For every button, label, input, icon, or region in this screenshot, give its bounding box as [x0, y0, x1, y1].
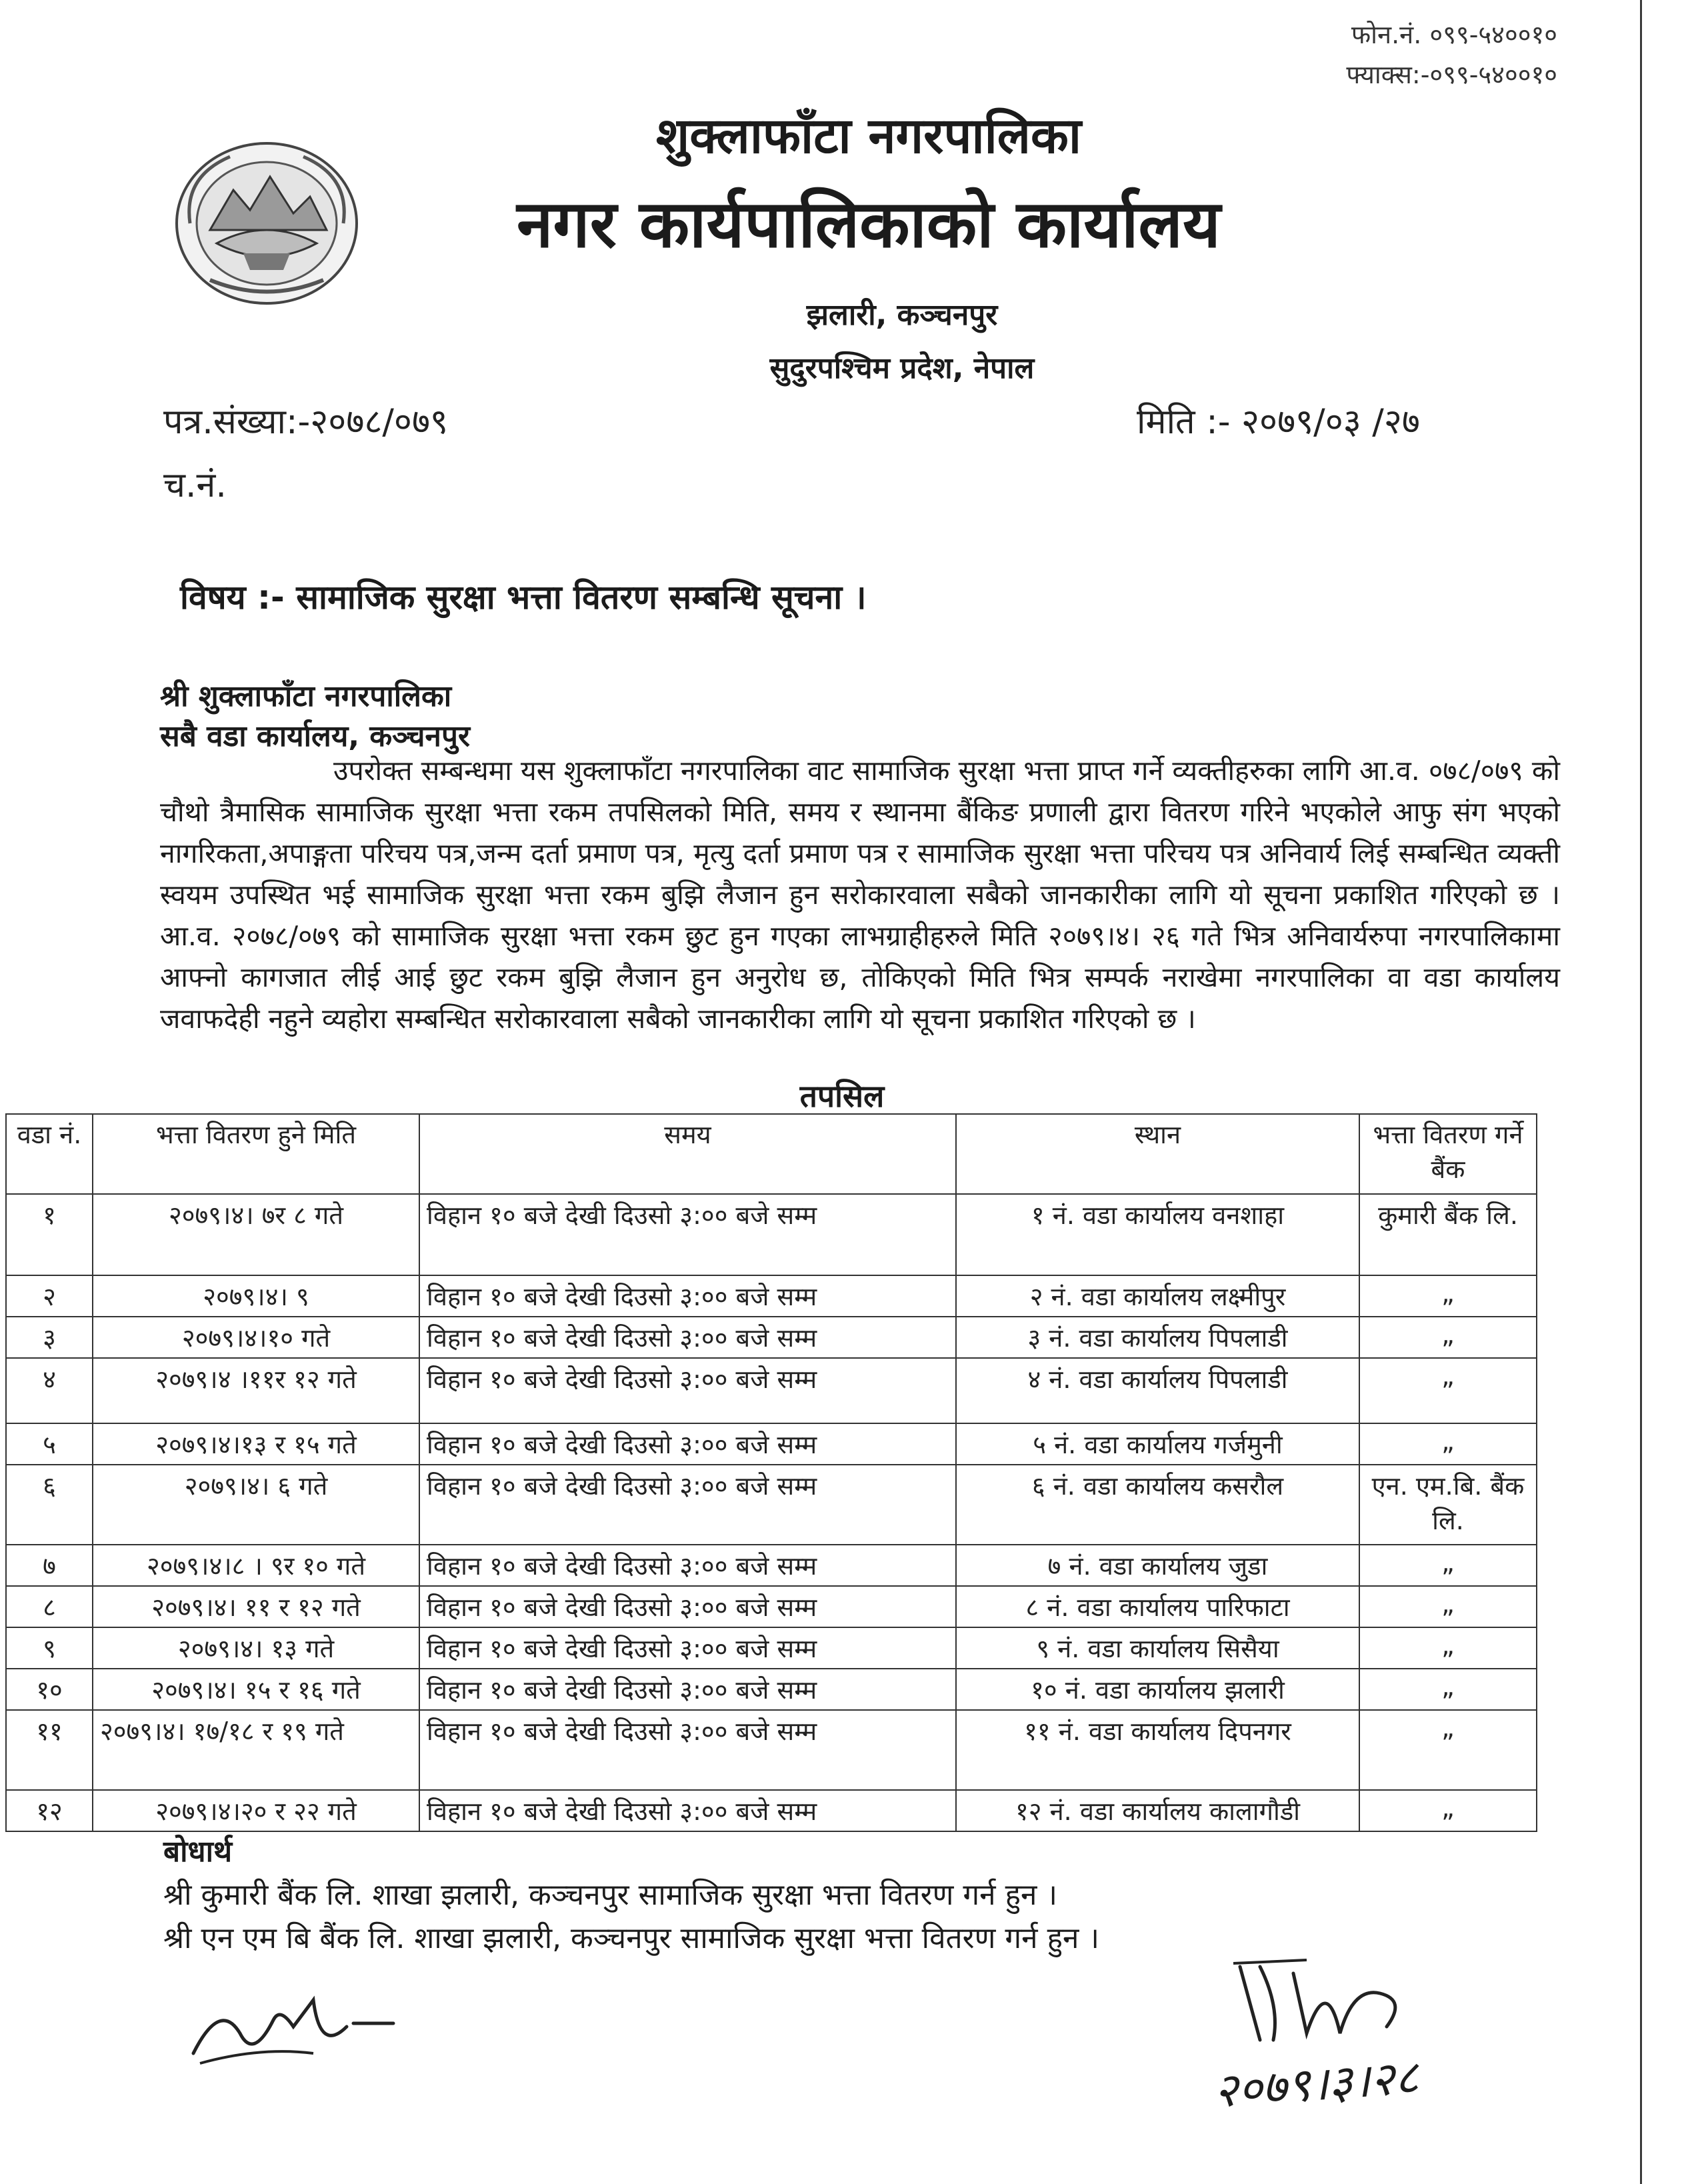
cell-time: विहान १० बजे देखी दिउसो ३:०० बजे सम्म [419, 1627, 956, 1669]
cell-date: २०७९।४।८ । ९र १० गते [93, 1545, 419, 1586]
dispatch-number: च.नं. [163, 465, 227, 505]
signature-date: २०७९।३।२८ [1211, 2049, 1421, 2119]
cell-time: विहान १० बजे देखी दिउसो ३:०० बजे सम्म [419, 1194, 956, 1275]
cell-ward: ३ [6, 1317, 93, 1358]
right-signature [1227, 1947, 1427, 2053]
cell-place: १२ नं. वडा कार्यालय कालागौडी [956, 1790, 1359, 1831]
table-row [6, 1275, 1537, 1317]
table-row [6, 1465, 1537, 1545]
fax-number: फ्याक्स:-०९९-५४००१० [1346, 60, 1557, 89]
cell-date: २०७९।४।१३ र १५ गते [93, 1423, 419, 1465]
cell-ward: २ [6, 1275, 93, 1317]
left-signature [180, 1973, 400, 2073]
cell-ward: ४ [6, 1358, 93, 1423]
cell-ward: ५ [6, 1423, 93, 1465]
cell-time: विहान १० बजे देखी दिउसो ३:०० बजे सम्म [419, 1669, 956, 1710]
office-name: नगर कार्यपालिकाको कार्यालय [517, 187, 1221, 263]
cc-line-2: श्री एन एम बि बैंक लि. शाखा झलारी, कञ्चनपुर सामाजिक सुरक्षा भत्ता वितरण गर्न हुन । [163, 1921, 1100, 1955]
cell-time: विहान १० बजे देखी दिउसो ३:०० बजे सम्म [419, 1710, 956, 1790]
cell-bank: „ [1359, 1627, 1537, 1669]
cell-place: ३ नं. वडा कार्यालय पिपलाडी [956, 1317, 1359, 1358]
schedule-title: तपसिल [799, 1078, 885, 1114]
cell-bank: „ [1359, 1790, 1537, 1831]
cell-bank: „ [1359, 1423, 1537, 1465]
table-row [6, 1358, 1537, 1423]
cell-time: विहान १० बजे देखी दिउसो ३:०० बजे सम्म [419, 1275, 956, 1317]
cc-label: बोधार्थ [163, 1835, 233, 1869]
table-row [6, 1317, 1537, 1358]
cell-ward: १० [6, 1669, 93, 1710]
cell-ward: १ [6, 1194, 93, 1275]
cell-time: विहान १० बजे देखी दिउसो ३:०० बजे सम्म [419, 1586, 956, 1627]
cell-place: ६ नं. वडा कार्यालय कसरौल [956, 1465, 1359, 1545]
cell-place: २ नं. वडा कार्यालय लक्ष्मीपुर [956, 1275, 1359, 1317]
schedule-table [5, 1113, 1537, 1832]
cell-time: विहान १० बजे देखी दिउसो ३:०० बजे सम्म [419, 1423, 956, 1465]
cell-ward: ९ [6, 1627, 93, 1669]
cell-date: २०७९।४।१० गते [93, 1317, 419, 1358]
cell-date: २०७९।४। १७/१८ र १९ गते [93, 1710, 419, 1790]
cell-place: ९ नं. वडा कार्यालय सिसैया [956, 1627, 1359, 1669]
cell-time: विहान १० बजे देखी दिउसो ३:०० बजे सम्म [419, 1545, 956, 1586]
cell-time: विहान १० बजे देखी दिउसो ३:०० बजे सम्म [419, 1358, 956, 1423]
cell-place: ५ नं. वडा कार्यालय गर्जमुनी [956, 1423, 1359, 1465]
cell-date: २०७९।४।२० र २२ गते [93, 1790, 419, 1831]
cell-bank: „ [1359, 1710, 1537, 1790]
header-date: भत्ता वितरण हुने मिति [93, 1114, 419, 1194]
cell-date: २०७९।४। १३ गते [93, 1627, 419, 1669]
table-row [6, 1423, 1537, 1465]
cc-line-1: श्री कुमारी बैंक लि. शाखा झलारी, कञ्चनपुर सामाजिक सुरक्षा भत्ता वितरण गर्न हुन । [163, 1878, 1058, 1912]
table-row [6, 1627, 1537, 1669]
cell-date: २०७९।४। ११ र १२ गते [93, 1586, 419, 1627]
cell-place: ७ नं. वडा कार्यालय जुडा [956, 1545, 1359, 1586]
address-line-1: झलारी, कञ्चनपुर [806, 298, 998, 332]
cell-bank: „ [1359, 1275, 1537, 1317]
letter-date: मिति :- २०७९/०३ /२७ [1137, 402, 1420, 442]
cell-bank: एन. एम.बि. बैंक लि. [1359, 1465, 1537, 1545]
addressee-line-2: सबै वडा कार्यालय, कञ्चनपुर [160, 719, 470, 753]
cell-bank: „ [1359, 1545, 1537, 1586]
cell-place: ४ नं. वडा कार्यालय पिपलाडी [956, 1358, 1359, 1423]
notice-body: उपरोक्त सम्बन्धमा यस शुक्लाफाँटा नगरपालिका वाट सामाजिक सुरक्षा भत्ता प्राप्त गर्ने व्यक्तीहरुका लागि आ.व. ०७८/०७९ को चौथो त्रैमासिक सामाजिक सुरक्षा भत्ता रकम तपसिलको मिति, समय र स्थानमा बैंकिङ प्रणाली द्वारा वितरण गरिने भएकोले आफु संग भएको नागरिकता,अपाङ्गता परिचय पत्र,जन्म दर्ता प्रमाण पत्र, मृत्यु दर्ता प्रमाण पत्र र सामाजिक सुरक्षा भत्ता परिचय पत्र अनिवार्य लिई सम्बन्धित व्यक्ती स्वयम उपस्थित भई सामाजिक सुरक्षा भत्ता रकम बुझि लैजान हुन सरोकारवाला सबैको जानकारीका लागि यो सूचना प्रकाशित गरिएको छ । आ.व. २०७८/०७९ को सामाजिक सुरक्षा भत्ता रकम छुट हुन गएका लाभग्राहीहरुले मिति २०७९।४। २६ गते भित्र अनिवार्यरुपा नगरपालिकामा आफ्नो कागजात लीई आई छुट रकम बुझि लैजान हुन अनुरोध छ, तोकिएको मिति भित्र सम्पर्क नराखेमा नगरपालिका वा वडा कार्यालय जवाफदेही नहुने व्यहोरा सम्बन्धित सरोकारवाला सबैको जानकारीका लागि यो सूचना प्रकाशित गरिएको छ । [160, 755, 1560, 1035]
cell-time: विहान १० बजे देखी दिउसो ३:०० बजे सम्म [419, 1790, 956, 1831]
table-row [6, 1790, 1537, 1831]
cell-date: २०७९।४। १५ र १६ गते [93, 1669, 419, 1710]
cell-bank: „ [1359, 1586, 1537, 1627]
cell-ward: ६ [6, 1465, 93, 1545]
cell-date: २०७९।४। ६ गते [93, 1465, 419, 1545]
cell-place: ८ नं. वडा कार्यालय पारिफाटा [956, 1586, 1359, 1627]
cell-bank: कुमारी बैंक लि. [1359, 1194, 1537, 1275]
cell-time: विहान १० बजे देखी दिउसो ३:०० बजे सम्म [419, 1317, 956, 1358]
municipality-name: शुक्लाफाँटा नगरपालिका [656, 107, 1081, 165]
cell-ward: ११ [6, 1710, 93, 1790]
cell-date: २०७९।४ ।११र १२ गते [93, 1358, 419, 1423]
address-line-2: सुदुरपश्चिम प्रदेश, नेपाल [769, 351, 1035, 385]
header-bank: भत्ता वितरण गर्ने बैंक [1359, 1114, 1537, 1194]
table-row [6, 1710, 1537, 1790]
subject-line: विषय :- सामाजिक सुरक्षा भत्ता वितरण सम्बन्धि सूचना । [180, 578, 867, 617]
letter-number: पत्र.संख्या:-२०७८/०७९ [163, 402, 449, 442]
cell-ward: ८ [6, 1586, 93, 1627]
cell-place: १ नं. वडा कार्यालय वनशाहा [956, 1194, 1359, 1275]
header-time: समय [419, 1114, 956, 1194]
cell-bank: „ [1359, 1317, 1537, 1358]
cell-place: १० नं. वडा कार्यालय झलारी [956, 1669, 1359, 1710]
cell-bank: „ [1359, 1669, 1537, 1710]
addressee-line-1: श्री शुक्लाफाँटा नगरपालिका [160, 679, 452, 713]
cell-ward: १२ [6, 1790, 93, 1831]
table-row [6, 1669, 1537, 1710]
header-ward: वडा नं. [6, 1114, 93, 1194]
table-row [6, 1545, 1537, 1586]
cell-date: २०७९।४। ७र ८ गते [93, 1194, 419, 1275]
cell-ward: ७ [6, 1545, 93, 1586]
table-row [6, 1586, 1537, 1627]
table-row [6, 1194, 1537, 1275]
cell-time: विहान १० बजे देखी दिउसो ३:०० बजे सम्म [419, 1465, 956, 1545]
phone-number: फोन.नं. ०९९-५४००१० [1351, 20, 1557, 49]
table-header-row [6, 1114, 1537, 1194]
header-place: स्थान [956, 1114, 1359, 1194]
cell-bank: „ [1359, 1358, 1537, 1423]
cell-date: २०७९।४। ९ [93, 1275, 419, 1317]
cell-place: ११ नं. वडा कार्यालय दिपनगर [956, 1710, 1359, 1790]
